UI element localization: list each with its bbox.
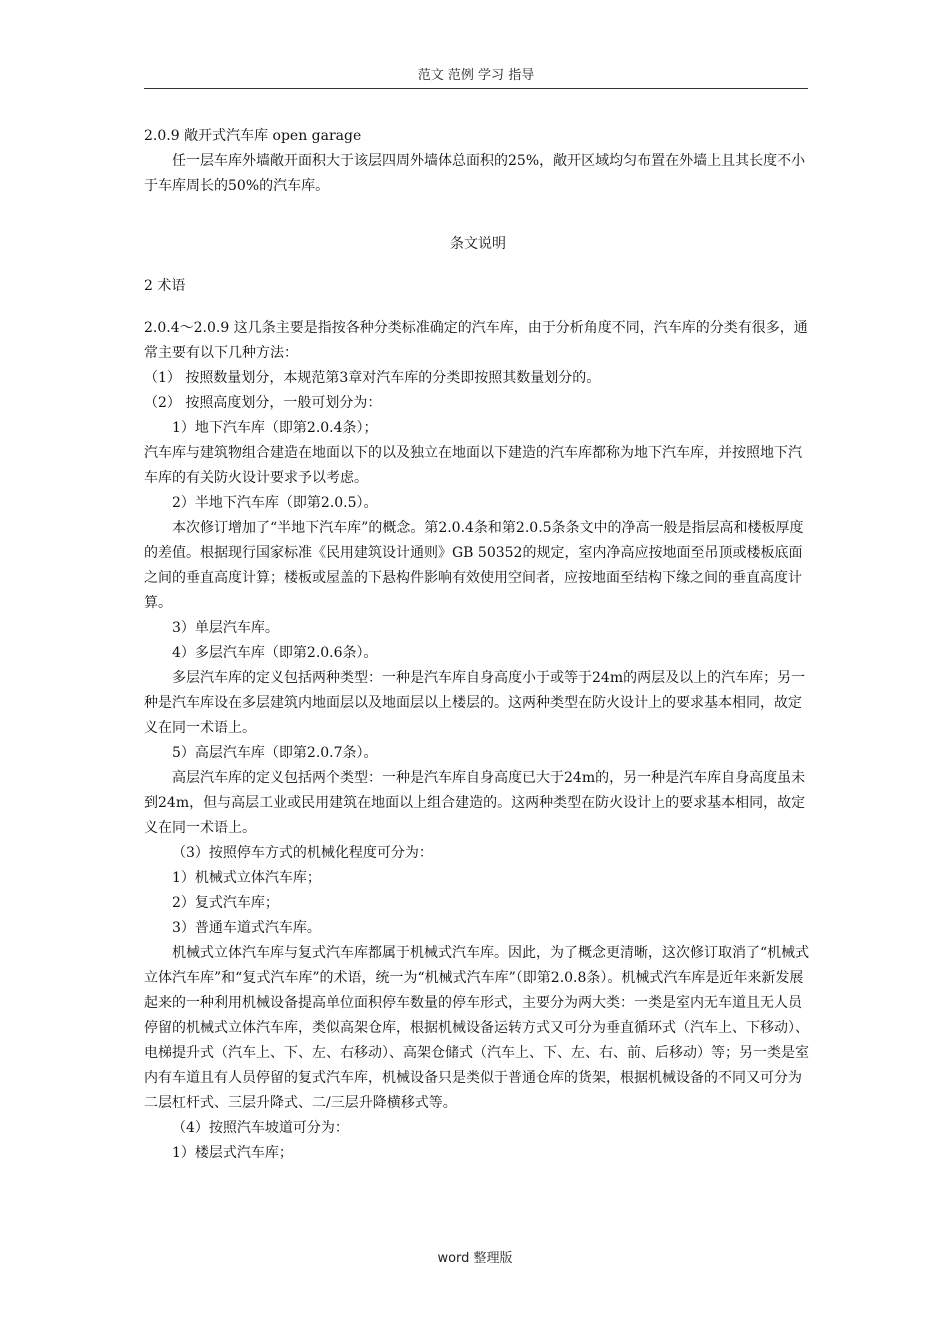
section-2-0-9-title: 2.0.9 敞开式汽车库 open garage (144, 128, 362, 144)
height-type-1-desc: 汽车库与建筑物组合建造在地面以下的以及独立在地面以下建造的汽车库都称为地下汽车库，并按照地下汽车库的有关防火设计要求予以考虑。 (144, 445, 802, 486)
intro-paragraph: 2.0.4～2.0.9 这几条主要是指按各种分类标准确定的汽车库，由于分析角度不同，汽车库的分类有很多，通常主要有以下几种方法： (144, 320, 808, 361)
mechanical-garage-desc: 机械式立体汽车库与复式汽车库都属于机械式汽车库。因此，为了概念更清晰，这次修订取消了“机械式立体汽车库”和“复式汽车库”的术语，统一为“机械式汽车库”（即第2.0.8条）。机械式汽车库是近年来新发展起来的一种利用机械设备提高单位面积停车数量的停车形式，主要分为两大类：一类是室内无车道且无人员停留的机械式立体汽车库，类似高架仓库，根据机械设备运转方式又可分为垂直循环式（汽车上、下移动）、电梯提升式（汽车上、下、左、右移动）、高架仓储式（汽车上、下、左、右、前、后移动）等；另一类是室内有车道且有人员停留的复式汽车库，机械设备只是类似于普通仓库的货架，根据机械设备的不同又可分为二层杠杆式、三层升降式、二/三层升降横移式等。 (144, 945, 810, 1111)
method-2: （2） 按照高度划分，一般可划分为： (144, 395, 382, 411)
height-type-5-desc: 高层汽车库的定义包括两个类型：一种是汽车库自身高度已大于24m的，另一种是汽车库自身高度虽未到24m，但与高层工业或民用建筑在地面以上组合建造的。这两种类型在防火设计上的要求基本相同，故定义在同一术语上。 (144, 770, 806, 836)
height-type-2-desc: 本次修订增加了“半地下汽车库”的概念。第2.0.4条和第2.0.5条条文中的净高一般是指层高和楼板厚度的差值。根据现行国家标准《民用建筑设计通则》GB 50352的规定，室内净高应按地面至吊顶或楼板底面之间的垂直高度计算；楼板或屋盖的下悬构件影响有效使用空间者，应按地面至结构下缘之间的垂直高度计算。 (144, 520, 804, 611)
parking-type-1: 1）机械式立体汽车库； (172, 870, 321, 886)
height-type-3: 3）单层汽车库。 (172, 620, 279, 636)
method-3: （3）按照停车方式的机械化程度可分为： (172, 845, 433, 861)
height-type-5: 5）高层汽车库（即第2.0.7条）。 (172, 745, 378, 761)
height-type-1: 1）地下汽车库（即第2.0.4条）； (172, 420, 378, 436)
method-1: （1） 按照数量划分，本规范第3章对汽车库的分类即按照其数量划分的。 (144, 370, 601, 386)
chapter-title: 2 术语 (144, 278, 186, 294)
parking-type-2: 2）复式汽车库； (172, 895, 279, 911)
document-body (144, 124, 812, 1166)
height-type-2: 2）半地下汽车库（即第2.0.5）。 (172, 495, 378, 511)
section-2-0-9-body: 任一层车库外墙敞开面积大于该层四周外墙体总面积的25%，敞开区域均匀布置在外墙上且其长度不小于车库周长的50%的汽车库。 (144, 153, 806, 194)
height-type-4: 4）多层汽车库（即第2.0.6条）。 (172, 645, 378, 661)
ramp-type-1: 1）楼层式汽车库； (172, 1145, 293, 1161)
page-header: 范文 范例 学习 指导 (144, 66, 808, 89)
method-4: （4）按照汽车坡道可分为： (172, 1120, 349, 1136)
explanation-title: 条文说明 (450, 236, 506, 252)
height-type-4-desc: 多层汽车库的定义包括两种类型：一种是汽车库自身高度小于或等于24m的两层及以上的汽车库；另一种是汽车库设在多层建筑内地面层以及地面层以上楼层的。这两种类型在防火设计上的要求基本相同，故定义在同一术语上。 (144, 670, 806, 736)
parking-type-3: 3）普通车道式汽车库。 (172, 920, 321, 936)
page-footer: word 整理版 (437, 1251, 513, 1266)
